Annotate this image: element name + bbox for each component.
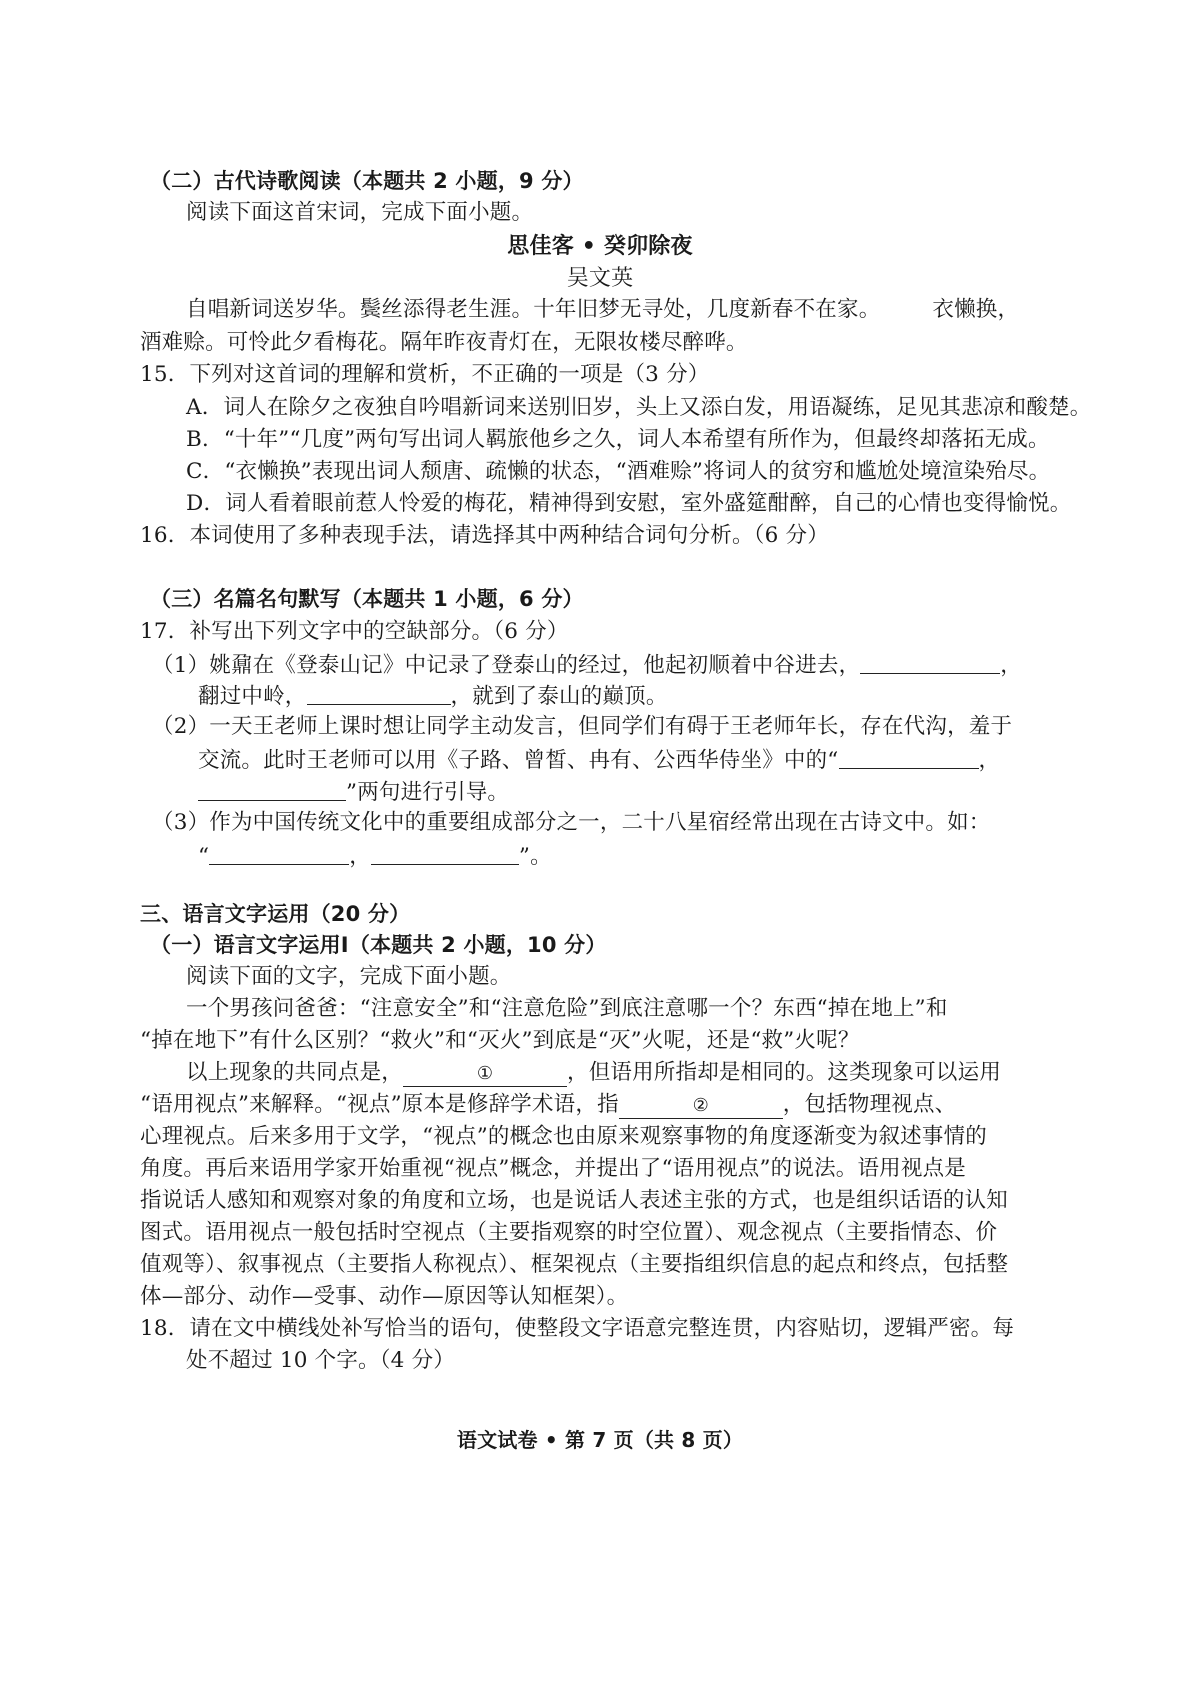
passage-line-4 (140, 1090, 956, 1120)
passage-line-6: 角度。再后来语用学家开始重视“视点”概念，并提出了“语用视点”的说法。语用视点是 (140, 1156, 966, 1181)
answer-blank-4[interactable] (198, 778, 346, 801)
item-2-line-3-tail: ”两句进行引导。 (346, 780, 510, 805)
answer-blank-circle-1[interactable] (403, 1064, 567, 1087)
question-18-line-1: 18．请在文中横线处补写恰当的语句，使整段文字语意完整连贯，内容贴切，逻辑严密。每 (140, 1316, 1015, 1341)
item-1-line-2-tail: ，就到了泰山的巅顶。 (450, 684, 668, 709)
passage-line-4-tail: ，包括物理视点、 (782, 1092, 957, 1117)
question-17-item-2-line-2 (198, 744, 1000, 776)
question-15-option-c: C．“衣懒换”表现出词人颓唐、疏懒的状态，“酒难赊”将词人的贫穷和尴尬处境渲染殆尽。 (186, 459, 1051, 484)
passage-line-5: 心理视点。后来多用于文学，“视点”的概念也由原来观察事物的角度逐渐变为叙述事情的 (140, 1124, 987, 1149)
question-17-item-2-line-1: （2）一天王老师上课时想让同学主动发言，但同学们有碍于王老师年长，存在代沟，羞于 (152, 714, 1013, 739)
language-instruction: 阅读下面的文字，完成下面小题。 (186, 964, 512, 989)
question-17-item-1-line-1 (152, 649, 1022, 681)
item-1-text: （1）姚鼐在《登泰山记》中记录了登泰山的经过，他起初顺着中谷进去， (152, 653, 861, 678)
section-heading-language-use: （一）语言文字运用Ⅰ（本题共 2 小题，10 分） (150, 933, 607, 957)
question-16: 16．本词使用了多种表现手法，请选择其中两种结合词句分析。（6 分） (140, 523, 829, 548)
passage-line-3 (186, 1058, 1001, 1088)
passage-line-10: 体—部分、动作—受事、动作—原因等认知框架）。 (140, 1284, 629, 1309)
passage-line-7: 指说话人感知和观察对象的角度和立场，也是说话人表述主张的方式，也是组织话语的认知 (140, 1188, 1009, 1213)
answer-blank-1[interactable] (860, 651, 1000, 674)
poem-title: 思佳客 • 癸卯除夜 (507, 234, 693, 259)
blank-marker-2: ② (692, 1095, 709, 1116)
question-18-line-2: 处不超过 10 个字。（4 分） (186, 1348, 455, 1373)
answer-blank-6[interactable] (371, 842, 519, 865)
section-heading-poetry: （二）古代诗歌阅读（本题共 2 小题，9 分） (150, 169, 584, 193)
answer-blank-circle-2[interactable] (619, 1096, 783, 1119)
answer-blank-5[interactable] (209, 842, 349, 865)
passage-line-4-text: “语用视点”来解释。“视点”原本是修辞学术语，指 (140, 1092, 619, 1117)
poem-line-1 (186, 295, 1019, 325)
question-17: 17．补写出下列文字中的空缺部分。（6 分） (140, 619, 569, 644)
passage-line-9: 值观等）、叙事视点（主要指人称视点）、框架视点（主要指组织信息的起点和终点，包括整 (140, 1252, 1009, 1277)
item-3-comma: ， (349, 844, 371, 869)
poem-line-1-tail: 衣懒换， (932, 297, 1020, 322)
poetry-instruction: 阅读下面这首宋词，完成下面小题。 (186, 200, 534, 225)
part-3-heading: 三、语言文字运用（20 分） (140, 902, 411, 926)
passage-line-8: 图式。语用视点一般包括时空视点（主要指观察的时空位置）、观念视点（主要指情态、价 (140, 1220, 998, 1245)
passage-line-3-tail: ，但语用所指却是相同的。这类现象可以运用 (567, 1060, 1002, 1085)
item-3-close-quote: ”。 (518, 844, 552, 869)
question-17-item-2-line-3 (198, 776, 509, 808)
question-15-option-b: B．“十年”“几度”两句写出词人羁旅他乡之久，词人本希望有所作为，但最终却落拓无成。 (186, 427, 1050, 452)
poem-line-1-text: 自唱新词送岁华。鬓丝添得老生涯。十年旧梦无寻处，几度新春不在家。 (186, 297, 881, 322)
item-2-comma: ， (978, 748, 1001, 773)
question-15-stem: 15．下列对这首词的理解和赏析，不正确的一项是（3 分） (140, 362, 710, 387)
item-2-line-2-text: 交流。此时王老师可以用《子路、曾皙、冉有、公西华侍坐》中的“ (198, 748, 839, 773)
question-17-item-3-line-2 (198, 840, 552, 872)
poem-line-2: 酒难赊。可怜此夕看梅花。隔年昨夜青灯在，无限妆楼尽醉哗。 (140, 330, 748, 355)
answer-blank-3[interactable] (839, 746, 979, 769)
poem-author: 吴文英 (566, 266, 634, 291)
section-heading-recitation: （三）名篇名句默写（本题共 1 小题，6 分） (150, 587, 584, 611)
item-1-line-2-text: 翻过中岭， (198, 684, 307, 709)
passage-line-3-text: 以上现象的共同点是， (186, 1060, 404, 1085)
item-1-comma: ， (1000, 653, 1022, 678)
question-15-option-a: A．词人在除夕之夜独自吟唱新词来送别旧岁，头上又添白发，用语凝练，足见其悲凉和酸楚。 (186, 395, 1092, 420)
answer-blank-2[interactable] (307, 682, 451, 705)
passage-line-2: “掉在地下”有什么区别？“救火”和“灭火”到底是“灭”火呢，还是“救”火呢？ (140, 1028, 860, 1053)
passage-line-1: 一个男孩问爸爸：“注意安全”和“注意危险”到底注意哪一个？东西“掉在地上”和 (186, 996, 948, 1021)
question-15-option-d: D．词人看着眼前惹人怜爱的梅花，精神得到安慰，室外盛筵酣醉，自己的心情也变得愉悦。 (186, 491, 1072, 516)
blank-marker-1: ① (476, 1063, 494, 1084)
question-17-item-3-line-1: （3）作为中国传统文化中的重要组成部分之一，二十八星宿经常出现在古诗文中。如： (152, 810, 991, 835)
page-footer: 语文试卷 • 第 7 页（共 8 页） (456, 1428, 744, 1452)
item-3-open-quote: “ (198, 844, 210, 869)
question-17-item-1-line-2 (198, 680, 668, 712)
